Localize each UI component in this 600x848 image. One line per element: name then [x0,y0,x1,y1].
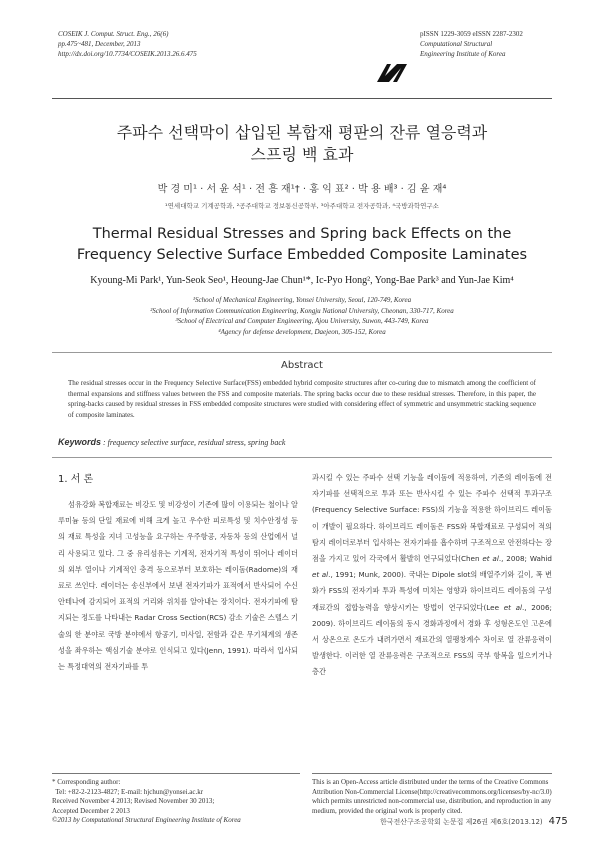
footer-journal: 한국전산구조공학회 논문집 제26권 제6호(2013.12) [380,818,543,826]
et-al-2: et al [312,570,329,580]
section-heading: 1. 서 론 [58,474,94,485]
body-column-right [312,470,552,681]
english-title-line-1: Thermal Residual Stresses and Spring back Effects on the [92,226,512,242]
korean-title-line-2: 스프링 백 효과 [250,145,354,164]
abstract-text: The residual stresses occur in the Frequency Selective Surface(FSS) embedded hybrid composite structures after co-curing due to mismatch among the coefficient of thermal expansions and stiffness values between the FSS and composite materials. The spring backs occur due to these residual stresses. Therefore, in this paper, the spring-backs caused by residual stresses in FSS embedded composite structures were studied with considering effect of symmetric and unsymmetric stacking sequence of composite laminates. [68,379,536,419]
journal-doi-link[interactable]: http://dx.doi.org/10.7734/COSEIK.2013.26.6.475 [58,50,197,58]
header-divider [52,98,552,99]
license-footnote: This is an Open-Access article distributed under the terms of the Creative Commons Attribution Non-Commercial License(http://creativecommons.org/licenses/by-nc/3.0) which permits unrestricted non-commercial use, distribution, and reproduction in any medium, provided the original work is properly cited. [312,773,552,816]
affiliation-2: ²School of Information Communication Engineering, Kongju National University, Cheonan, 330-717, Korea [150,306,454,315]
korean-affiliations: ¹연세대학교 기계공학과, ²공주대학교 정보통신공학부, ³아주대학교 전자공학과, ⁴국방과학연구소 [165,202,439,210]
et-al-3: et al [503,602,523,612]
footnote-accepted: Accepted December 2 2013 [52,806,130,815]
english-title [52,224,552,266]
english-authors: Kyoung-Mi Park¹, Yun-Seok Seo¹, Heoung-Jae Chun¹*, Ic-Pyo Hong², Yong-Bae Park³ and Yun-Jae Kim⁴ [90,275,514,286]
keywords [58,437,538,447]
journal-issn-block [420,29,570,59]
journal-logo-icon [375,62,409,84]
journal-name: COSEIK J. Comput. Struct. Eng., 26(6) [58,30,169,38]
journal-citation-left [58,29,318,59]
body-text-right-a: 과시킬 수 있는 주파수 선택 기능을 레이돔에 적용하여, 기존의 레이돔에 전자기파를 선택적으로 투과 또는 반사시킬 수 있는 주파수 선택적 투과구조(Frequency Selective Surface: FSS)의 기능을 적용한 하이브리드 레이돔이 개발이 필요하다. 하이브리드 레이돔은 FSS와 복합재료로 구성되어 적의 탐지 레이더로부터 입사하는 전자기파를 흡수하며 구조적으로 안전하다는 장점을 가지고 있어 각국에서 활발히 연구되었다(Chen [312,473,552,564]
journal-issn: pISSN 1229-3059 eISSN 2287-2302 [420,30,523,38]
body-text-left: 섬유강화 복합재료는 비강도 및 비강성이 기존에 많이 이용되는 철이나 알루미늄 등의 단일 재료에 비해 크게 높고 우수한 피로특성 및 치수안정성 등의 재료 특성을 지녀 고성능을 요구하는 우주항공, 자동차 등의 산업에서 널리 사용되고 있다. 그 중 유리섬유는 기계적, 전자기적 특성이 뛰어나 레이더의 외부 열이나 기계적인 충격 등으로부터 보호하는 레이돔(Radome)의 재료로 쓰인다. 레이더는 송신부에서 보낸 전자기파가 표적에서 반사되어 수신안테나에 감지되어 표적의 거리와 위치를 알아내는 장치이다. 전자기파에 탐지되는 정도를 나타내는 Radar Cross Section(RCS) 감소 기술은 스텔스 기술의 한 분야로 국방 분야에서 항공기, 미사일, 전함과 같은 무기체계의 생존성을 좌우하는 핵심기술 분야로 인식되고 있다(Jenn, 1991). 따라서 입사되는 특정대역의 전자기파를 투 [58,500,298,672]
footnote-copyright: ©2013 by Computational Structural Engineering Institute of Korea [52,816,241,824]
keywords-label: Keywords [58,437,102,447]
affiliation-4: ⁴Agency for defense development, Daejeon, 305-152, Korea [218,327,386,336]
footnote-corresponding: * Corresponding author: [52,778,121,786]
publisher-name-1: Computational Structural [420,40,493,48]
affiliation-3: ³School of Electrical and Computer Engineering, Ajou University, Suwon, 443-749, Korea [175,317,429,325]
body-text-right-b: ., 2008; Wahid [498,554,552,564]
body-column-left [58,497,298,675]
affiliation-1: ¹School of Mechanical Engineering, Yonsei University, Seoul, 120-749, Korea [192,296,412,304]
page-number: 475 [548,816,568,827]
et-al-1: et al [482,554,499,564]
english-title-line-2: Frequency Selective Surface Embedded Composite Laminates [76,247,528,263]
footnote-received: Received November 4 2013; Revised November 30 2013; [52,797,215,805]
english-affiliations [52,295,552,337]
footnote-contact: Tel: +82-2-2123-4827; E-mail: hjchun@yonsei.ac.kr [52,787,204,796]
korean-title [52,122,552,166]
korean-authors: 박 경 미¹ · 서 윤 석¹ · 전 흥 재¹† · 홍 익 표² · 박 용 배³ · 김 윤 재⁴ [157,184,447,195]
journal-pages: pp.475~481, December, 2013 [58,40,141,48]
corresponding-author-footnote [52,773,300,826]
body-text-right-c: ., 1991; Munk, 2000). 국내는 Dipole slot의 배열주기와 길이, 폭 변화가 FSS의 전자기파 투과 특성에 미치는 영향과 하이브리드 레이돔의 구성 재료간의 접합능력을 향상시키는 방법이 연구되었다(Lee [312,570,552,612]
publisher-name-2: Engineering Institute of Korea [420,50,506,58]
abstract-heading: Abstract [281,360,323,371]
page-footer [380,816,568,827]
body-text-right-d: ., 2006; 2009). 하이브리드 레이돔의 동시 경화과정에서 경화 후 성형온도인 고온에서 상온으로 온도가 내려가면서 재료간의 열팽창계수 차이로 열 잔류응력이 발생한다. 이러한 열 잔류응력은 구조적으로 FSS의 국부 항복을 일으키거나 층간 [312,602,552,677]
korean-title-line-1: 주파수 선택막이 삽입된 복합재 평판의 잔류 열응력과 [116,123,488,142]
keywords-text: : frequency selective surface, residual stress, spring back [103,438,286,447]
